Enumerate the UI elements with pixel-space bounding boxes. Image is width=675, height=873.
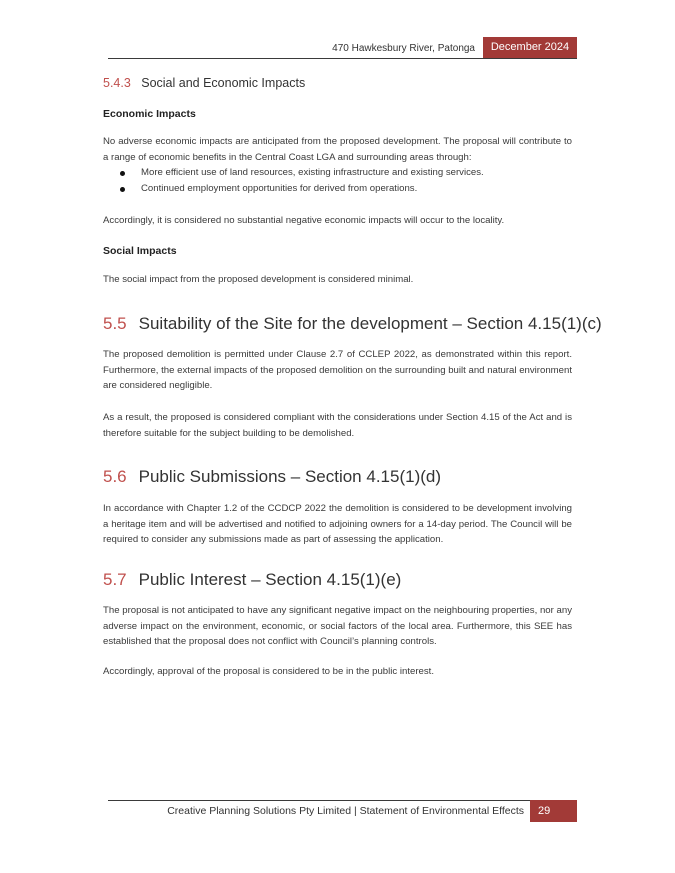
section-heading-5-5 — [103, 314, 602, 334]
economic-conclusion-paragraph: Accordingly, it is considered no substantial negative economic impacts will occur to the locality. — [103, 215, 505, 226]
page-number-badge: 29 — [530, 800, 577, 822]
section-title: Public Submissions – Section 4.15(1)(d) — [138, 467, 442, 486]
bullet-icon — [120, 187, 125, 192]
list-item — [103, 181, 543, 197]
subsection-heading-5-4-3 — [103, 76, 305, 90]
economic-impacts-heading: Economic Impacts — [103, 108, 196, 120]
section-5-6-paragraph-1: In accordance with Chapter 1.2 of the CCDCP 2022 the demolition is considered to be development involving a heritage item and will be advertised and notified to adjoining owners for a 14-day period. The Council will be required to consider any submissions made as part of assessing the application. — [103, 503, 572, 545]
subsection-number: 5.4.3 — [103, 76, 131, 90]
list-item-text: More efficient use of land resources, existing infrastructure and existing services. — [141, 167, 484, 178]
social-impacts-heading: Social Impacts — [103, 245, 177, 257]
section-number: 5.7 — [103, 570, 127, 589]
header-divider — [108, 58, 577, 59]
list-item-text: Continued employment opportunities for derived from operations. — [141, 182, 418, 194]
header-address: 470 Hawkesbury River, Patonga — [332, 43, 475, 54]
section-heading-5-6 — [103, 467, 441, 487]
section-number: 5.5 — [103, 314, 127, 333]
bullet-icon — [120, 171, 125, 176]
list-item — [103, 165, 543, 181]
section-5-5-paragraph-2: As a result, the proposed is considered compliant with the considerations under Section 4.15 of the Act and is therefore suitable for the subject building to be demolished. — [103, 412, 572, 439]
section-5-7-paragraph-1: The proposal is not anticipated to have any significant negative impact on the neighbouring properties, nor any adverse impact on the environment, economic, or social factors of the local area. Furthermore, this SEE has established that the proposal does not conflict with Council’s planning controls. — [103, 605, 572, 647]
section-title: Suitability of the Site for the development – Section 4.15(1)(c) — [138, 314, 602, 333]
section-5-5-paragraph-1: The proposed demolition is permitted under Clause 2.7 of CCLEP 2022, as demonstrated within this report. Furthermore, the external impacts of the proposed demolition on the surrounding built and natural environment are considered negligible. — [103, 349, 572, 391]
economic-impacts-paragraph: No adverse economic impacts are anticipated from the proposed development. The proposal will contribute to a range of economic benefits in the Central Coast LGA and surrounding areas through: — [103, 136, 572, 163]
footer-divider — [108, 800, 577, 801]
economic-benefits-list — [103, 165, 543, 196]
section-number: 5.6 — [103, 467, 127, 486]
section-5-7-paragraph-2: Accordingly, approval of the proposal is considered to be in the public interest. — [103, 666, 434, 677]
social-impacts-paragraph: The social impact from the proposed development is considered minimal. — [103, 274, 414, 285]
section-heading-5-7 — [103, 570, 401, 590]
section-title: Public Interest – Section 4.15(1)(e) — [138, 570, 402, 589]
footer-text: Creative Planning Solutions Pty Limited | Statement of Environmental Effects — [167, 805, 524, 817]
subsection-title: Social and Economic Impacts — [141, 76, 306, 90]
header-date-badge: December 2024 — [483, 37, 577, 58]
